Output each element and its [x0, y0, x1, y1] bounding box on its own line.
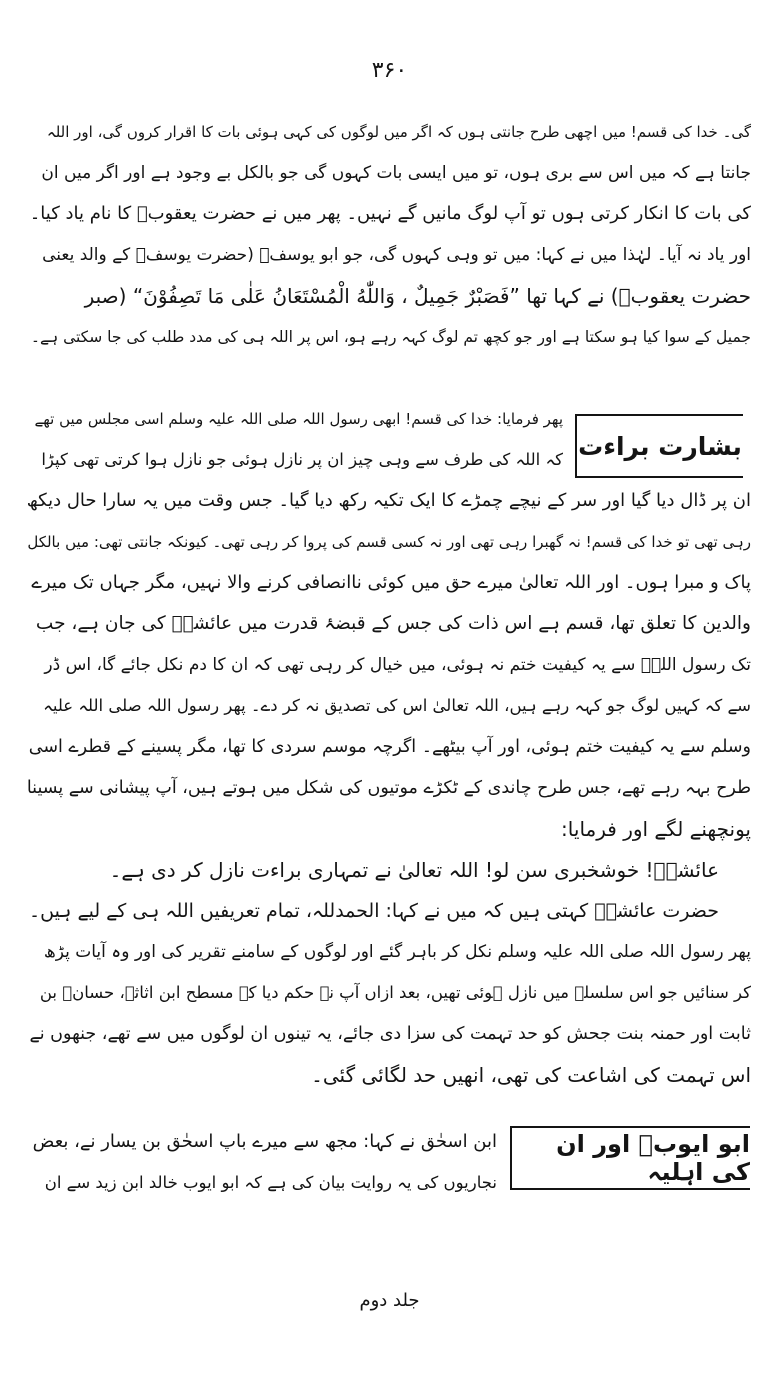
text-line: ابن اسحٰق نے کہا: مجھ سے میرے باپ اسحٰق بن یسار نے، بعض [32, 1131, 497, 1152]
heading-bisharat-baraat: بشارت براءت [575, 414, 743, 478]
text-line: اس تہمت کی اشاعت کی تھی، انھیں حد لگائی گئی۔ [311, 1063, 751, 1087]
text-line: تک رسول اللہؐ سے یہ کیفیت ختم نہ ہوئی، میں خیال کر رہی تھی کہ ان کا دم نکل جائے گا، اس ڈر [44, 655, 751, 675]
text-line: کہ اللہ کی طرف سے وہی چیز ان پر نازل ہوئی جو نازل ہوا کرتی تھی کپڑا [41, 450, 563, 469]
text-line: حضرت عائشہؓ کہتی ہیں کہ میں نے کہا: الحمدللہ، تمام تعریفیں اللہ ہی کے لیے ہیں۔ [28, 900, 719, 922]
text-line: کر سنائیں جو اس سلسلے میں نازل ہوئی تھیں، بعد ازاں آپ نے حکم دیا کہ مسطح ابن اثاثہ، حسانؓ بن [39, 983, 751, 1002]
text-line: وسلم سے یہ کیفیت ختم ہوئی، اور آپ بیٹھے۔ اگرچہ موسم سردی کا تھا، مگر پسینے کے قطرے اسی [28, 737, 751, 757]
text-line: پونچھنے لگے اور فرمایا: [561, 817, 751, 841]
text-line: جمیل کے سوا کیا ہو سکتا ہے اور جو کچھ تم لوگ کہہ رہے ہو، اس پر اللہ ہی کی مدد طلب کی جا سکتی ہے۔ [30, 328, 751, 346]
text-line: کی بات کا انکار کرتی ہوں تو آپ لوگ مانیں گے نہیں۔ پھر میں نے حضرت یعقوبؑ کا نام یاد کیا۔ [29, 203, 751, 224]
text-line: پاک و مبرا ہوں۔ اور اللہ تعالیٰ میرے حق میں کوئی ناانصافی کرنے والا نہیں، مگر جہاں تک میرے [31, 572, 751, 593]
heading-abu-ayyub: ابو ایوبؓ اور ان کی اہلیہ [510, 1126, 750, 1190]
text-line: طرح بہہ رہے تھے، جس طرح چاندی کے ٹکڑے موتیوں کی شکل میں ہوتے ہیں، آپ پیشانی سے پسینا [26, 778, 751, 798]
text-line: ان پر ڈال دیا گیا اور سر کے نیچے چمڑے کا ایک تکیہ رکھ دیا گیا۔ جس وقت میں یہ سارا حال دیکھ [26, 490, 751, 511]
text-line: پھر فرمایا: خدا کی قسم! ابھی رسول اللہ صلی اللہ علیہ وسلم اسی مجلس میں تھے [34, 410, 563, 428]
text-line: ثابت اور حمنہ بنت جحش کو حد تہمت کی سزا دی جائے، یہ تینوں ان لوگوں میں سے تھے، جنھوں نے [29, 1024, 751, 1044]
text-line: اور یاد نہ آیا۔ لہٰذا میں نے کہا: میں تو وہی کہوں گی، جو ابو یوسفؑ (حضرت یوسفؑ کے والد یعنی [42, 245, 751, 265]
text-line: حضرت یعقوبؑ) نے کہا تھا ”فَصَبْرٌ جَمِيلٌ ، وَاللّٰهُ الْمُسْتَعَانُ عَلٰى مَا تَصِفُوْنَ“ (صبر [84, 284, 751, 308]
text-line: گی۔ خدا کی قسم! میں اچھی طرح جانتی ہوں کہ اگر میں لوگوں کی کہی ہوئی بات کا اقرار کروں گی، اور اللہ [46, 123, 751, 141]
text-line: والدین کا تعلق تھا، قسم ہے اس ذات کی جس کے قبضۂ قدرت میں عائشہؓ کی جان ہے، جب [35, 613, 751, 634]
text-line: جانتا ہے کہ میں اس سے بری ہوں، تو میں ایسی بات کہوں گی جو بالکل بے وجود ہے اور اگر میں ان [41, 163, 751, 183]
text-line: پھر رسول اللہ صلی اللہ علیہ وسلم نکل کر باہر گئے اور لوگوں کے سامنے تقریر کی اور وہ آیات پڑھ [43, 942, 751, 962]
volume-footer: جلد دوم [359, 1290, 420, 1311]
text-line: نجاریوں کی یہ روایت بیان کی ہے کہ ابو ایوب خالد ابن زید سے ان [44, 1173, 497, 1192]
page-number: ۳۶۰ [371, 58, 408, 83]
text-line: سے کہ کہیں لوگ جو کہہ رہے ہیں، اللہ تعالیٰ اس کی تصدیق نہ کر دے۔ پھر رسول اللہ صلی اللہ علیہ [43, 696, 751, 715]
text-line: رہی تھی تو خدا کی قسم! نہ گھبرا رہی تھی اور نہ کسی قسم کی پروا کر رہی تھی۔ کیونکہ جانتی تھی: میں بالکل [27, 533, 751, 551]
text-line: عائشہؓ! خوشخبری سن لو! اللہ تعالیٰ نے تمہاری براءت نازل کر دی ہے۔ [109, 858, 719, 882]
